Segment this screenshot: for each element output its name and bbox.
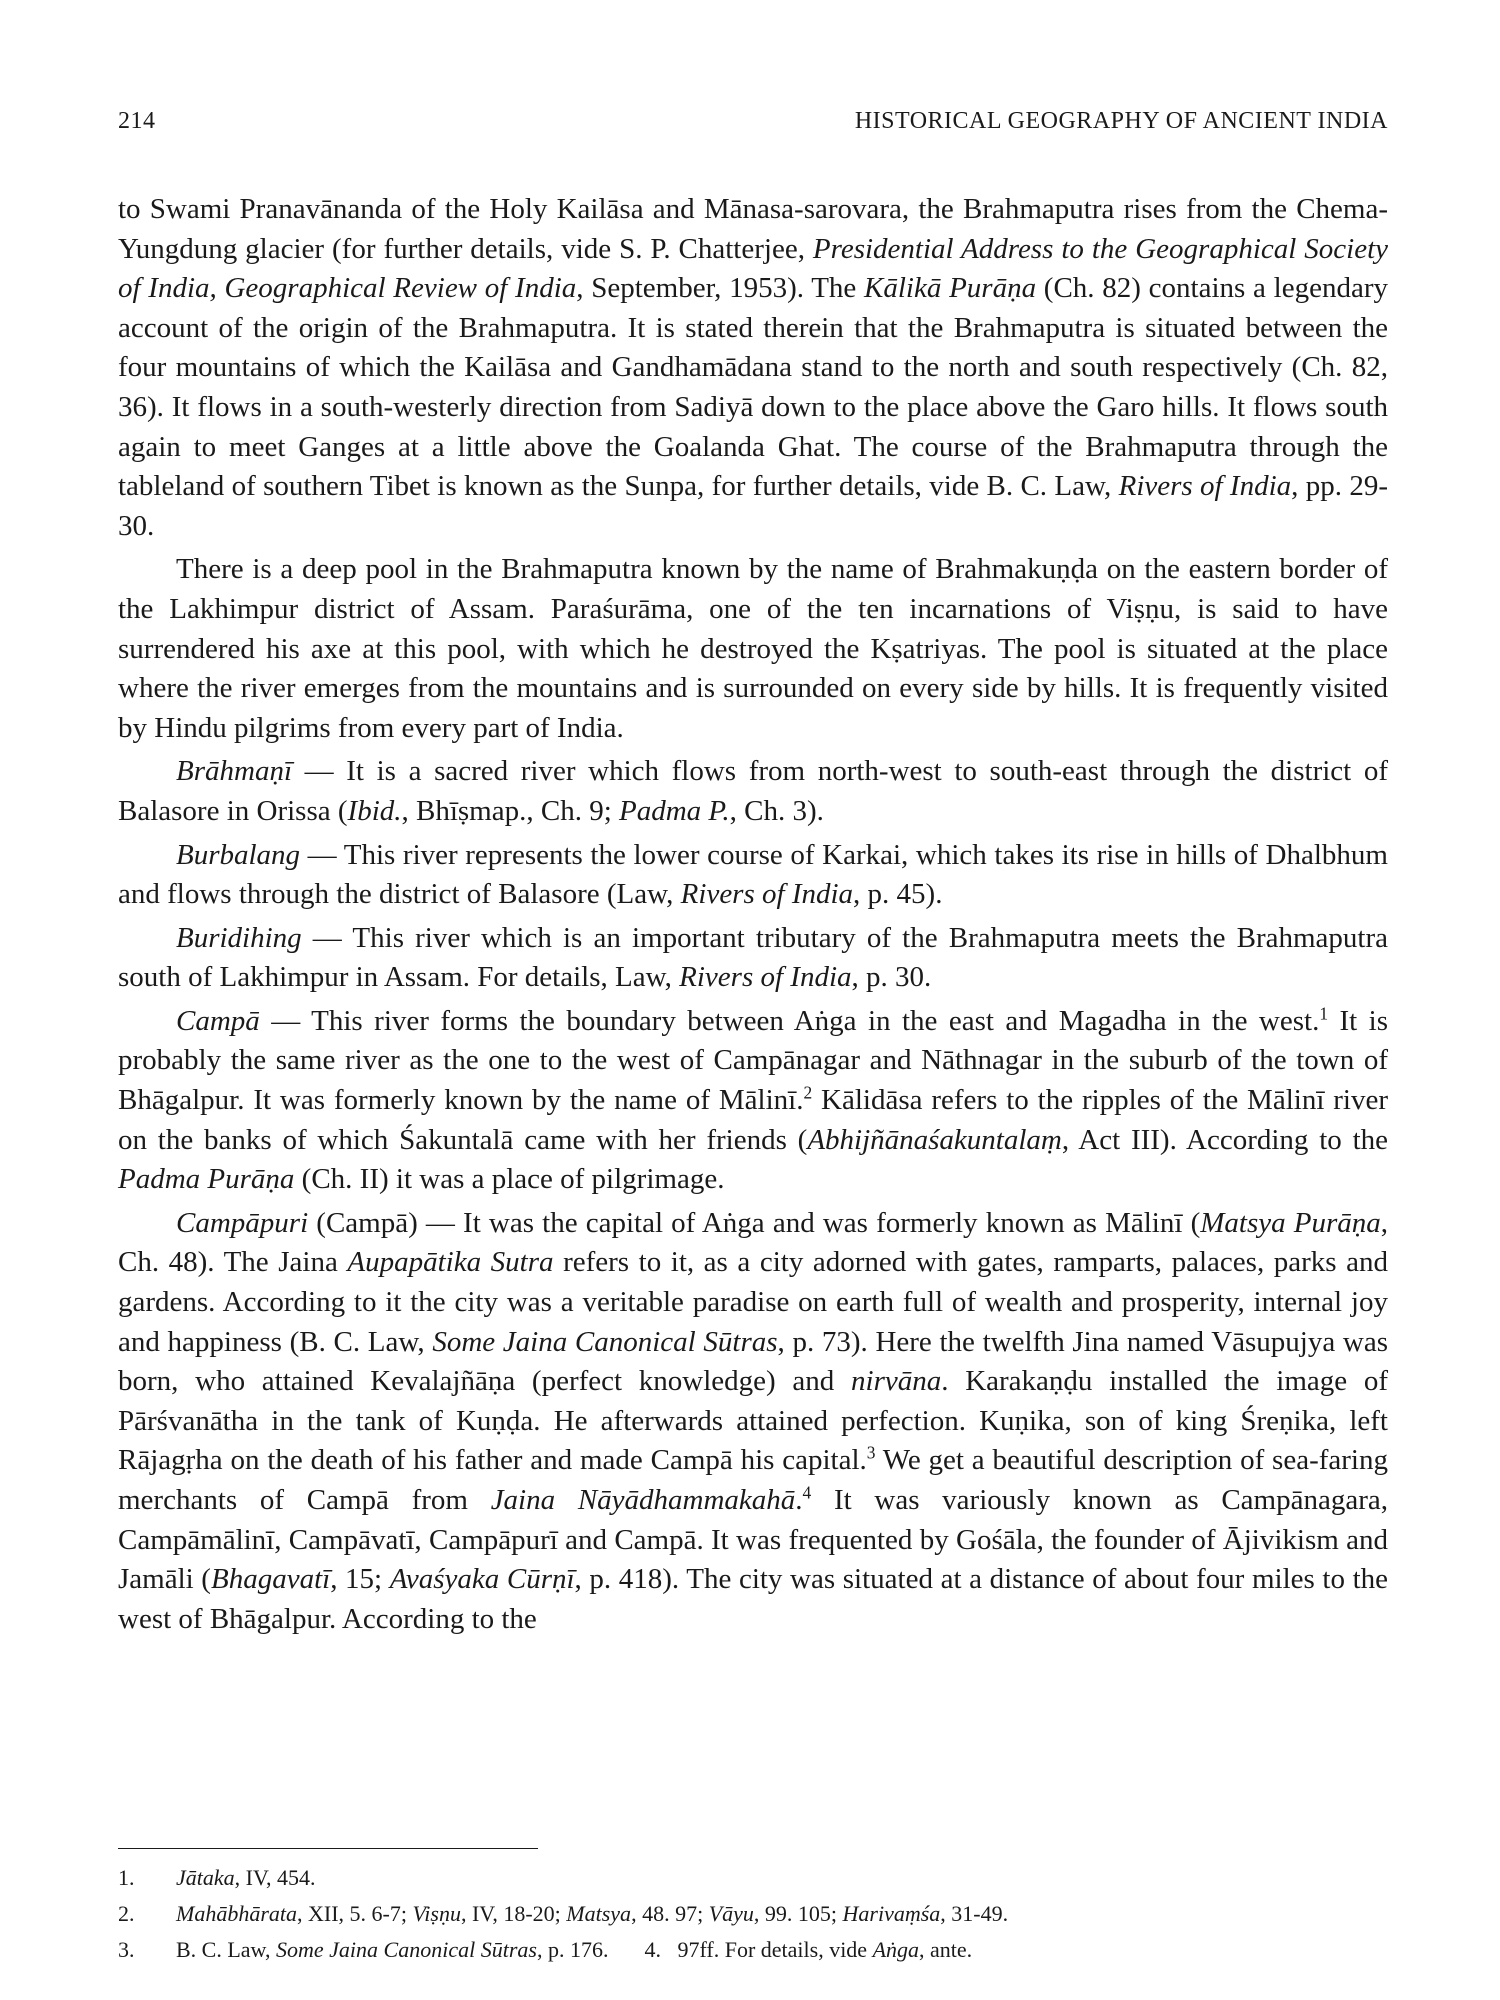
entry-term: Burbalang [176, 838, 301, 871]
footnotes [118, 1860, 1388, 1968]
footnote-number: 4. [644, 1937, 661, 1962]
footnote-3-4: 3. B. C. Law, Some Jaina Canonical Sūtras, p. 176. 4. 97ff. For details, vide Aṅga, ante. [118, 1932, 1388, 1968]
entry-term: Campāpuri [176, 1206, 309, 1239]
entry-brahmani: Brāhmaṇī — It is a sacred river which flows from north-west to south-east through the district of Balasore in Orissa (Ibid., Bhīṣmap., Ch. 9; Padma P., Ch. 3). [118, 755, 1388, 827]
footnote-ref[interactable]: 3 [866, 1442, 876, 1463]
footnote-divider [118, 1848, 538, 1849]
footnote-1: 1. Jātaka, IV, 454. [118, 1860, 1388, 1896]
footnote-number: 2. [118, 1901, 135, 1926]
entry-burbalang: Burbalang — This river represents the lower course of Karkai, which takes its rise in hills of Dhalbhum and flows through the district of Balasore (Law, Rivers of India, p. 45). [118, 838, 1388, 911]
page-header [118, 108, 1388, 148]
entry-term: Brāhmaṇī [176, 755, 292, 788]
paragraph-brahmakunda: There is a deep pool in the Brahmaputra known by the name of Brahmakuṇḍa on the eastern border of the Lakhimpur district of Assam. Paraśurāma, one of the ten incarnations of Viṣṇu, is said to have surrendered his axe at this pool, with which he destroyed the Kṣatriyas. The pool is situated at the place where the river emerges from the mountains and is surrounded on every side by hills. It is frequently visited by Hindu pilgrims from every part of India. [118, 553, 1388, 744]
running-title: HISTORICAL GEOGRAPHY OF ANCIENT INDIA [854, 108, 1388, 134]
entry-campa: Campā — This river forms the boundary between Aṅga in the east and Magadha in the west.$^1$ It is probably the same river as the one to the west of Campānagar and Nāthnagar in the suburb of the town of Bhāgalpur. It was formerly known by the name of Mālinī.$^2$ Kālidāsa refers to the ripples of the Mālinī river on the banks of which Śakuntalā came with her friends (Abhijñānaśakuntalaṃ, Act III). According to the Padma Purāṇa (Ch. II) it was a place of pilgrimage. [118, 1003, 1388, 1196]
entry-buridihing: Buridihing — This river which is an important tributary of the Brahmaputra meets the Brahmaputra south of Lakhimpur in Assam. For details, Law, Rivers of India, p. 30. [118, 921, 1388, 994]
footnote-ref[interactable]: 4 [802, 1482, 812, 1503]
body-text [118, 190, 1388, 1643]
entry-term: Buridihing [176, 921, 302, 954]
page-number: 214 [118, 108, 156, 134]
entry-campapuri: Campāpuri (Campā) — It was the capital of Aṅga and was formerly known as Mālinī (Matsya Purāṇa, Ch. 48). The Jaina Aupapātika Sutra refers to it, as a city adorned with gates, ramparts, palaces, parks and gardens. According to it the city was a veritable paradise on earth full of wealth and prosperity, internal joy and happiness (B. C. Law, Some Jaina Canonical Sūtras, p. 73). Here the twelfth Jina named Vāsupujya was born, who attained Kevalajñāṇa (perfect knowledge) and nirvāna. Karakaṇḍu installed the image of Pārśvanātha in the tank of Kuṇḍa. He afterwards attained perfection. Kuṇika, son of king Śreṇika, left Rājagṛha on the death of his father and made Campā his capital.$^3$ We get a beautiful description of sea-faring merchants of Campā from Jaina Nāyādhammakahā.$^4$ It was variously known as Campānagara, Campāmālinī, Campāvatī, Campāpurī and Campā. It was frequented by Gośāla, the founder of Ājivikism and Jamāli (Bhagavatī, 15; Avaśyaka Cūrṇī, p. 418). The city was situated at a distance of about four miles to the west of Bhāgalpur. According to the [118, 1206, 1389, 1635]
paragraph-brahmaputra-source: to Swami Pranavānanda of the Holy Kailāsa and Mānasa-sarovara, the Brahmaputra rises from the Chema-Yungdung glacier (for further details, vide S. P. Chatterjee, Presidential Address to the Geographical Society of India, Geographical Review of India, September, 1953). The Kālikā Purāṇa (Ch. 82) contains a legendary account of the origin of the Brahmaputra. It is stated therein that the Brahmaputra is situated between the four mountains of which the Kailāsa and Gandhamādana stand to the north and south respectively (Ch. 82, 36). It flows in a south-westerly direction from Sadiyā down to the place above the Garo hills. It flows south again to meet Ganges at a little above the Goalanda Ghat. The course of the Brahmaputra through the tableland of southern Tibet is known as the Sunpa, for further details, vide B. C. Law, Rivers of India, pp. 29-30. [118, 193, 1388, 542]
footnote-ref[interactable]: 1 [1319, 1003, 1329, 1024]
footnote-number: 3. [118, 1937, 135, 1962]
footnote-2: 2. Mahābhārata, XII, 5. 6-7; Viṣṇu, IV, 18-20; Matsya, 48. 97; Vāyu, 99. 105; Harivaṃśa, 31-49. [118, 1896, 1388, 1932]
entry-term: Campā [176, 1004, 260, 1037]
footnote-number: 1. [118, 1865, 135, 1890]
footnote-ref[interactable]: 2 [803, 1082, 813, 1103]
